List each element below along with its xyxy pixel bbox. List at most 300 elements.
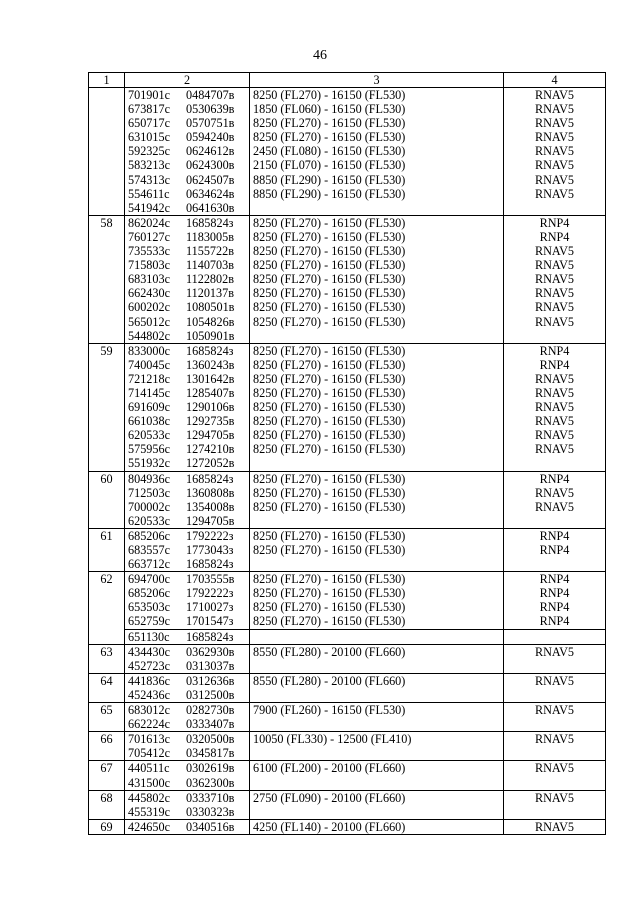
altitude-range (250, 201, 504, 216)
route-group (89, 644, 606, 673)
route-number: 65 (89, 703, 125, 718)
navigation-spec: RNAV5 (504, 144, 606, 158)
latitude: 592325c (128, 144, 170, 159)
altitude-range (250, 805, 504, 820)
longitude: 1792222з (186, 528, 234, 543)
altitude-range: 8250 (FL270) - 16150 (FL530) (250, 500, 504, 514)
table-row (89, 805, 606, 820)
route-number (89, 776, 125, 791)
table-row (89, 456, 606, 471)
latitude: 760127c (128, 229, 170, 244)
route-number (89, 358, 125, 372)
table-row (89, 414, 606, 428)
latitude: 683103c (128, 272, 170, 287)
route-group (89, 673, 606, 702)
table-row (89, 116, 606, 130)
navigation-spec: RNAV5 (504, 386, 606, 400)
longitude: 0594240в (186, 130, 235, 145)
table-row (89, 215, 606, 230)
altitude-range (250, 557, 504, 572)
latitude: 541942c (128, 200, 170, 215)
longitude: 0634624в (186, 186, 235, 201)
latitude: 551932c (128, 456, 170, 471)
route-number (89, 557, 125, 572)
altitude-range: 8250 (FL270) - 16150 (FL530) (250, 88, 504, 103)
latitude: 700002c (128, 499, 170, 514)
coordinates-cell (125, 144, 250, 158)
route-number (89, 629, 125, 644)
navigation-spec: RNAV5 (504, 400, 606, 414)
altitude-range (250, 688, 504, 703)
route-number (89, 500, 125, 514)
latitude: 650717c (128, 116, 170, 131)
navigation-spec: RNAV5 (504, 790, 606, 805)
table-row (89, 557, 606, 572)
table-row (89, 746, 606, 761)
longitude: 0570751в (186, 116, 235, 131)
table-row (89, 471, 606, 486)
navigation-spec: RNP4 (504, 343, 606, 358)
route-number (89, 201, 125, 216)
latitude: 683557c (128, 543, 170, 557)
latitude: 705412c (128, 746, 170, 761)
altitude-range: 8250 (FL270) - 16150 (FL530) (250, 116, 504, 130)
navigation-spec: RNP4 (504, 230, 606, 244)
coordinates-cell (125, 456, 250, 471)
coordinates-cell (125, 315, 250, 329)
altitude-range: 8250 (FL270) - 16150 (FL530) (250, 414, 504, 428)
latitude: 565012c (128, 314, 170, 329)
coordinates-cell (125, 329, 250, 344)
route-number: 63 (89, 644, 125, 659)
route-number: 61 (89, 528, 125, 543)
table-row (89, 230, 606, 244)
route-number (89, 586, 125, 600)
coordinates-cell (125, 358, 250, 372)
navigation-spec (504, 456, 606, 471)
coordinates-cell (125, 173, 250, 187)
longitude: 1773043з (186, 543, 234, 557)
altitude-range: 2450 (FL080) - 16150 (FL530) (250, 144, 504, 158)
altitude-range (250, 659, 504, 674)
route-number: 68 (89, 790, 125, 805)
navigation-spec: RNAV5 (504, 187, 606, 201)
table-row (89, 703, 606, 718)
altitude-range: 8250 (FL270) - 16150 (FL530) (250, 528, 504, 543)
altitude-range: 8250 (FL270) - 16150 (FL530) (250, 130, 504, 144)
coordinates-cell (125, 486, 250, 500)
longitude: 0641630в (186, 200, 235, 215)
coordinates-cell (125, 272, 250, 286)
col-header-1: 1 (89, 73, 125, 88)
coordinates-cell (125, 659, 250, 674)
longitude: 1155722в (186, 244, 234, 259)
coordinates-cell (125, 471, 250, 486)
navigation-spec: RNP4 (504, 572, 606, 587)
table-row (89, 514, 606, 529)
coordinates-cell (125, 130, 250, 144)
table-row (89, 543, 606, 557)
table-row (89, 732, 606, 747)
navigation-spec: RNAV5 (504, 315, 606, 329)
latitude: 441836c (128, 673, 170, 688)
altitude-range: 8250 (FL270) - 16150 (FL530) (250, 286, 504, 300)
longitude: 0340516в (186, 819, 235, 834)
coordinates-cell (125, 244, 250, 258)
altitude-range: 10050 (FL330) - 12500 (FL410) (250, 732, 504, 747)
table-row (89, 372, 606, 386)
table-row (89, 329, 606, 344)
route-number (89, 386, 125, 400)
latitude: 455319c (128, 804, 170, 819)
navigation-spec: RNP4 (504, 614, 606, 629)
longitude: 1301642в (186, 371, 235, 386)
table-row (89, 486, 606, 500)
longitude: 1792222з (186, 586, 234, 601)
longitude: 1272052в (186, 456, 235, 471)
coordinates-cell (125, 428, 250, 442)
table-row (89, 500, 606, 514)
route-group (89, 819, 606, 834)
table-row (89, 187, 606, 201)
navigation-spec: RNAV5 (504, 286, 606, 300)
longitude: 0302619в (186, 761, 235, 776)
navigation-spec: RNAV5 (504, 116, 606, 130)
longitude: 0320500в (186, 732, 235, 747)
route-number: 60 (89, 471, 125, 486)
altitude-range: 8250 (FL270) - 16150 (FL530) (250, 300, 504, 314)
navigation-spec: RNP4 (504, 471, 606, 486)
navigation-spec: RNP4 (504, 358, 606, 372)
route-number (89, 300, 125, 314)
navigation-spec: RNAV5 (504, 244, 606, 258)
table-row (89, 158, 606, 172)
navigation-spec (504, 688, 606, 703)
latitude: 804936c (128, 471, 170, 486)
table-row (89, 586, 606, 600)
route-number (89, 230, 125, 244)
airway-table (88, 72, 606, 835)
route-number (89, 486, 125, 500)
altitude-range: 8250 (FL270) - 16150 (FL530) (250, 315, 504, 329)
longitude: 1685824з (186, 557, 234, 572)
table-row (89, 315, 606, 329)
navigation-spec: RNAV5 (504, 272, 606, 286)
navigation-spec (504, 776, 606, 791)
route-number (89, 258, 125, 272)
longitude: 0624300в (186, 158, 235, 173)
coordinates-cell (125, 629, 250, 644)
latitude: 663712c (128, 557, 170, 572)
coordinates-cell (125, 258, 250, 272)
altitude-range: 8250 (FL270) - 16150 (FL530) (250, 272, 504, 286)
latitude: 740045c (128, 357, 170, 372)
longitude: 0530639в (186, 102, 235, 117)
table-row (89, 386, 606, 400)
table-row (89, 428, 606, 442)
longitude: 0312500в (186, 687, 235, 702)
longitude: 1122802в (186, 272, 234, 287)
latitude: 631015c (128, 130, 170, 145)
col-header-2: 2 (125, 73, 250, 88)
altitude-range: 8250 (FL270) - 16150 (FL530) (250, 230, 504, 244)
altitude-range: 4250 (FL140) - 20100 (FL660) (250, 819, 504, 834)
navigation-spec: RNAV5 (504, 158, 606, 172)
table-row (89, 272, 606, 286)
latitude: 575956c (128, 442, 170, 457)
altitude-range: 8550 (FL280) - 20100 (FL660) (250, 673, 504, 688)
longitude: 1685824з (186, 343, 234, 358)
table-row (89, 644, 606, 659)
table-row (89, 688, 606, 703)
latitude: 662430c (128, 286, 170, 301)
latitude: 431500c (128, 775, 170, 790)
navigation-spec: RNP4 (504, 600, 606, 614)
table-row (89, 572, 606, 587)
coordinates-cell (125, 761, 250, 776)
route-group (89, 528, 606, 571)
page-number: 46 (313, 48, 327, 63)
route-number: 66 (89, 732, 125, 747)
route-number (89, 187, 125, 201)
route-number (89, 456, 125, 471)
route-group (89, 343, 606, 471)
latitude: 683012c (128, 703, 170, 718)
altitude-range: 8250 (FL270) - 16150 (FL530) (250, 614, 504, 629)
latitude: 833000c (128, 343, 170, 358)
coordinates-cell (125, 703, 250, 718)
longitude: 1710027з (186, 600, 234, 615)
header-row (89, 73, 606, 88)
latitude: 712503c (128, 485, 170, 500)
coordinates-cell (125, 500, 250, 514)
latitude: 434430c (128, 644, 170, 659)
table-row (89, 717, 606, 732)
route-number: 67 (89, 761, 125, 776)
table-row (89, 442, 606, 456)
navigation-spec (504, 659, 606, 674)
table-row (89, 88, 606, 103)
navigation-spec: RNAV5 (504, 258, 606, 272)
navigation-spec: RNP4 (504, 215, 606, 230)
longitude: 0330323в (186, 804, 235, 819)
longitude: 1360808в (186, 485, 235, 500)
coordinates-cell (125, 732, 250, 747)
latitude: 452436c (128, 687, 170, 702)
coordinates-cell (125, 790, 250, 805)
coordinates-cell (125, 158, 250, 172)
navigation-spec: RNP4 (504, 586, 606, 600)
table-row (89, 761, 606, 776)
altitude-range: 8250 (FL270) - 16150 (FL530) (250, 572, 504, 587)
table-row (89, 258, 606, 272)
navigation-spec: RNAV5 (504, 486, 606, 500)
altitude-range: 2150 (FL070) - 16150 (FL530) (250, 158, 504, 172)
longitude: 1685824з (186, 629, 234, 644)
altitude-range: 8250 (FL270) - 16150 (FL530) (250, 343, 504, 358)
altitude-range: 8250 (FL270) - 16150 (FL530) (250, 372, 504, 386)
altitude-range: 8250 (FL270) - 16150 (FL530) (250, 543, 504, 557)
altitude-range (250, 629, 504, 644)
coordinates-cell (125, 644, 250, 659)
latitude: 554611c (128, 186, 170, 201)
route-number (89, 144, 125, 158)
route-group (89, 88, 606, 216)
table-row (89, 286, 606, 300)
coordinates-cell (125, 286, 250, 300)
route-group (89, 761, 606, 790)
navigation-spec: RNAV5 (504, 102, 606, 116)
latitude: 685206c (128, 528, 170, 543)
latitude: 452723c (128, 658, 170, 673)
latitude: 862024c (128, 215, 170, 230)
longitude: 1685824з (186, 471, 234, 486)
coordinates-cell (125, 528, 250, 543)
altitude-range: 8250 (FL270) - 16150 (FL530) (250, 471, 504, 486)
longitude: 0624507в (186, 172, 235, 187)
table-row (89, 659, 606, 674)
longitude: 1274210в (186, 442, 235, 457)
longitude: 0312636в (186, 673, 235, 688)
route-number: 58 (89, 215, 125, 230)
longitude: 1292735в (186, 414, 235, 429)
route-number (89, 746, 125, 761)
latitude: 652759c (128, 614, 170, 629)
col-header-3: 3 (250, 73, 504, 88)
coordinates-cell (125, 372, 250, 386)
longitude: 1703555в (186, 572, 235, 587)
coordinates-cell (125, 688, 250, 703)
longitude: 0282730в (186, 703, 235, 718)
route-group (89, 703, 606, 732)
route-number (89, 543, 125, 557)
table-row (89, 173, 606, 187)
route-number (89, 102, 125, 116)
longitude: 1360243в (186, 357, 235, 372)
altitude-range (250, 456, 504, 471)
altitude-range: 8250 (FL270) - 16150 (FL530) (250, 358, 504, 372)
route-number (89, 688, 125, 703)
altitude-range: 8250 (FL270) - 16150 (FL530) (250, 386, 504, 400)
coordinates-cell (125, 102, 250, 116)
navigation-spec: RNAV5 (504, 428, 606, 442)
coordinates-cell (125, 717, 250, 732)
altitude-range: 1850 (FL060) - 16150 (FL530) (250, 102, 504, 116)
route-number: 62 (89, 572, 125, 587)
altitude-range: 7900 (FL260) - 16150 (FL530) (250, 703, 504, 718)
latitude: 673817c (128, 102, 170, 117)
route-number (89, 442, 125, 456)
altitude-range: 8250 (FL270) - 16150 (FL530) (250, 428, 504, 442)
table-row (89, 600, 606, 614)
navigation-spec: RNAV5 (504, 88, 606, 103)
longitude: 0362930в (186, 644, 235, 659)
navigation-spec: RNAV5 (504, 130, 606, 144)
coordinates-cell (125, 819, 250, 834)
navigation-spec: RNAV5 (504, 673, 606, 688)
coordinates-cell (125, 343, 250, 358)
altitude-range (250, 329, 504, 344)
longitude: 1050901в (186, 328, 235, 343)
coordinates-cell (125, 386, 250, 400)
route-number (89, 600, 125, 614)
altitude-range: 8250 (FL270) - 16150 (FL530) (250, 258, 504, 272)
coordinates-cell (125, 442, 250, 456)
navigation-spec (504, 805, 606, 820)
navigation-spec (504, 329, 606, 344)
navigation-spec: RNAV5 (504, 442, 606, 456)
coordinates-cell (125, 116, 250, 130)
latitude: 574313c (128, 172, 170, 187)
route-group (89, 790, 606, 819)
table-row (89, 629, 606, 644)
route-number (89, 428, 125, 442)
route-number (89, 158, 125, 172)
altitude-range: 6100 (FL200) - 20100 (FL660) (250, 761, 504, 776)
latitude: 620533c (128, 513, 170, 528)
longitude: 1685824з (186, 215, 234, 230)
latitude: 661038c (128, 414, 170, 429)
navigation-spec: RNAV5 (504, 761, 606, 776)
table-row (89, 400, 606, 414)
route-number (89, 400, 125, 414)
altitude-range: 8250 (FL270) - 16150 (FL530) (250, 400, 504, 414)
route-group (89, 572, 606, 644)
latitude: 651130c (128, 629, 170, 644)
longitude: 1294705в (186, 428, 235, 443)
coordinates-cell (125, 187, 250, 201)
table-row (89, 130, 606, 144)
navigation-spec: RNAV5 (504, 644, 606, 659)
altitude-range (250, 746, 504, 761)
longitude: 0484707в (186, 88, 235, 102)
altitude-range: 2750 (FL090) - 20100 (FL660) (250, 790, 504, 805)
longitude: 0345817в (186, 746, 235, 761)
route-number (89, 244, 125, 258)
navigation-spec: RNAV5 (504, 732, 606, 747)
longitude: 1183005в (186, 229, 234, 244)
coordinates-cell (125, 414, 250, 428)
longitude: 0313037в (186, 658, 235, 673)
table-row (89, 343, 606, 358)
navigation-spec (504, 629, 606, 644)
table-row (89, 819, 606, 834)
latitude: 544802c (128, 328, 170, 343)
latitude: 694700c (128, 572, 170, 587)
longitude: 1140703в (186, 258, 234, 273)
coordinates-cell (125, 586, 250, 600)
latitude: 662224c (128, 717, 170, 732)
table-row (89, 244, 606, 258)
route-number (89, 88, 125, 103)
coordinates-cell (125, 614, 250, 629)
table-row (89, 673, 606, 688)
route-number: 59 (89, 343, 125, 358)
route-number (89, 372, 125, 386)
altitude-range (250, 717, 504, 732)
longitude: 1294705в (186, 513, 235, 528)
table-row (89, 614, 606, 629)
route-number (89, 315, 125, 329)
coordinates-cell (125, 572, 250, 587)
navigation-spec: RNAV5 (504, 500, 606, 514)
navigation-spec (504, 514, 606, 529)
navigation-spec: RNAV5 (504, 372, 606, 386)
navigation-spec: RNAV5 (504, 703, 606, 718)
coordinates-cell (125, 215, 250, 230)
route-number (89, 614, 125, 629)
coordinates-cell (125, 805, 250, 820)
